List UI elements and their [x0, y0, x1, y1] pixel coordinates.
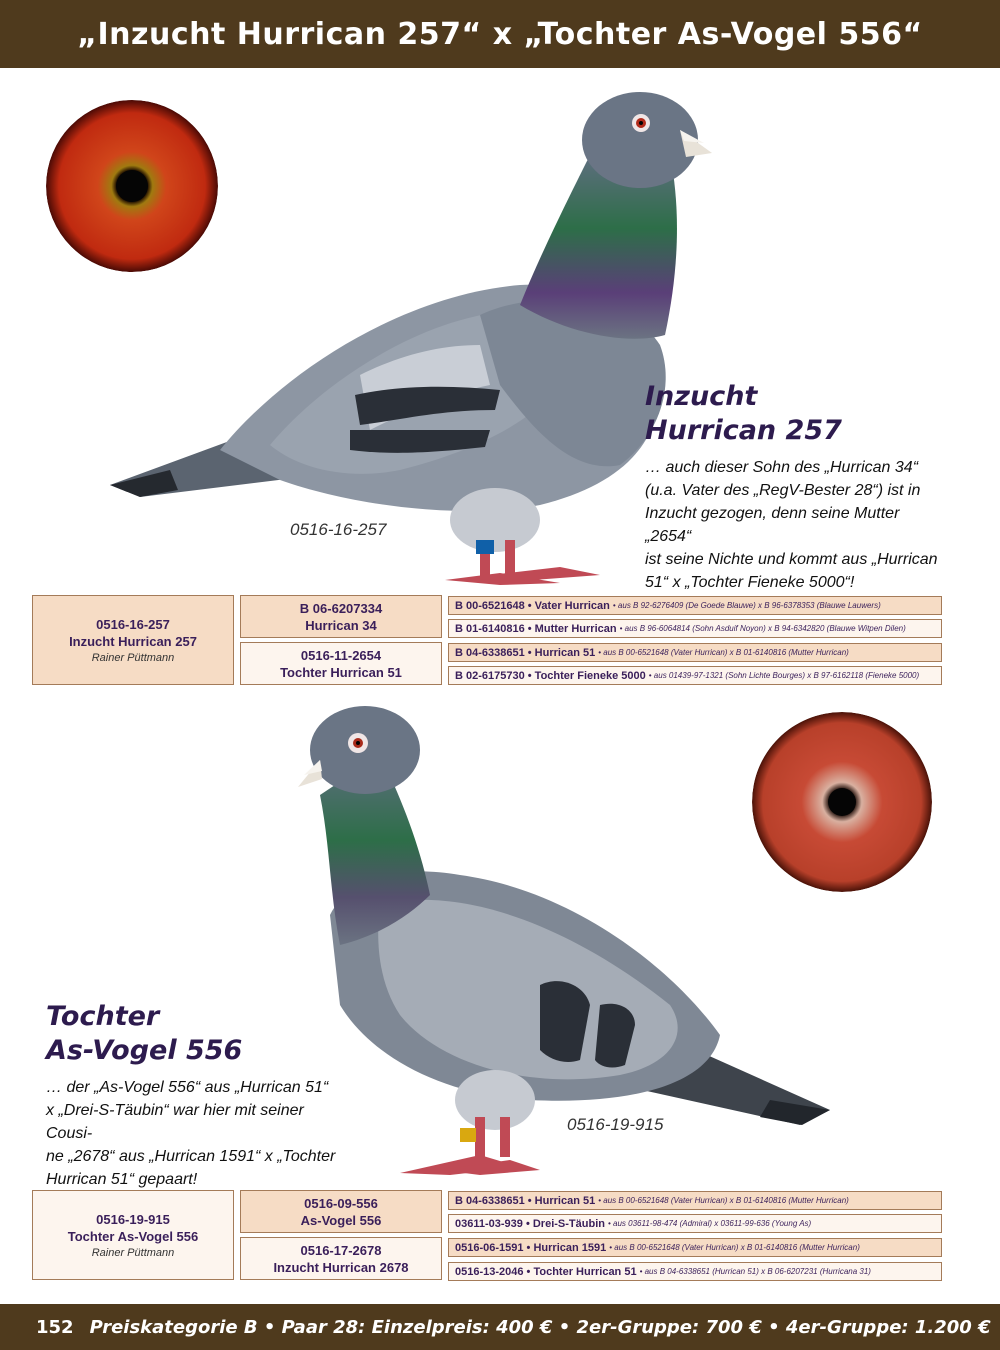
grandparent-id: B 00-6521648 • Vater Hurrican: [455, 599, 610, 612]
bird1-breeder: Rainer Püttmann: [91, 652, 175, 664]
pigeon-photo-2: [290, 705, 850, 1185]
bird2-main-name: Tochter As-Vogel 556: [67, 1229, 199, 1244]
grandparent-id: 0516-06-1591 • Hurrican 1591: [455, 1241, 607, 1254]
grandparent-parents: • aus 03611-98-474 (Admiral) x 03611-99-636 (Young As): [607, 1219, 812, 1228]
bird2-title-line2: As-Vogel 556: [46, 1035, 243, 1066]
bird2-main-box: [32, 1190, 234, 1280]
bird1-text-line: … auch dieser Sohn des „Hurrican 34“: [645, 459, 919, 476]
grandparent-parents: • aus B 00-6521648 (Vater Hurrican) x B 01-6140816 (Mutter Hurrican): [598, 1196, 849, 1205]
grandparent-parents: • aus B 00-6521648 (Vater Hurrican) x B 01-6140816 (Mutter Hurrican): [598, 648, 849, 657]
footer-bar: [0, 1304, 1000, 1350]
bird2-description: [46, 1076, 346, 1191]
grandparent-id: 0516-13-2046 • Tochter Hurrican 51: [455, 1265, 637, 1278]
bird2-mother-id: 0516-17-2678: [300, 1242, 382, 1258]
bird1-grandparent: [448, 643, 942, 662]
bird1-title-line2: Hurrican 257: [645, 415, 842, 446]
bird1-mother-id: 0516-11-2654: [300, 647, 382, 663]
bird1-mother-name: Tochter Hurrican 51: [280, 664, 402, 680]
pigeon-photo-1: [100, 85, 720, 590]
bird1-father-name: Hurrican 34: [305, 617, 377, 633]
bird1-description: [645, 456, 945, 594]
bird2-title-line1: Tochter: [46, 1001, 160, 1032]
bird2-grandparent: [448, 1262, 942, 1281]
bird1-title: [645, 380, 842, 448]
bird1-title-line1: Inzucht: [645, 381, 758, 412]
bird1-mother-box: [240, 642, 442, 685]
grandparent-parents: • aus B 04-6338651 (Hurrican 51) x B 06-6207231 (Hurricana 31): [639, 1267, 871, 1276]
bird1-main-name: Inzucht Hurrican 257: [69, 634, 197, 649]
bird1-father-box: [240, 595, 442, 638]
bird2-mother-name: Inzucht Hurrican 2678: [273, 1259, 409, 1275]
bird2-text-line: … der „As-Vogel 556“ aus „Hurrican 51“: [46, 1079, 329, 1096]
bird1-grandparent: [448, 596, 942, 615]
bird1-ring-caption: 0516-16-257: [290, 520, 387, 539]
bird1-main-box: [32, 595, 234, 685]
grandparent-parents: • aus B 00-6521648 (Vater Hurrican) x B 01-6140816 (Mutter Hurrican): [609, 1243, 860, 1252]
grandparent-id: B 04-6338651 • Hurrican 51: [455, 646, 596, 659]
bird1-text-line: 51“ x „Tochter Fieneke 5000“!: [645, 574, 855, 591]
bird1-text-line: ist seine Nichte und kommt aus „Hurrican: [645, 551, 938, 568]
bird2-ring-caption: 0516-19-915: [567, 1115, 664, 1134]
bird2-text-line: Hurrican 51“ gepaart!: [46, 1171, 198, 1188]
bird2-mother-box: [240, 1237, 442, 1280]
bird1-main-id: 0516-16-257: [96, 617, 170, 632]
bird2-text-line: ne „2678“ aus „Hurrican 1591“ x „Tochter: [46, 1148, 336, 1165]
bird2-father-name: As-Vogel 556: [300, 1212, 382, 1228]
page-title: „Inzucht Hurrican 257“ x „Tochter As-Vogel 556“: [77, 16, 923, 52]
bird2-title: [46, 1000, 242, 1068]
grandparent-id: B 01-6140816 • Mutter Hurrican: [455, 622, 617, 635]
bird2-breeder: Rainer Püttmann: [91, 1247, 175, 1259]
bird2-grandparent: [448, 1191, 942, 1210]
bird1-grandparent: [448, 619, 942, 638]
bird2-father-id: 0516-09-556: [304, 1195, 378, 1211]
bird1-father-id: B 06-6207334: [299, 600, 383, 616]
grandparent-id: 03611-03-939 • Drei-S-Täubin: [455, 1217, 605, 1230]
page-number: 152: [36, 1316, 74, 1338]
grandparent-id: B 04-6338651 • Hurrican 51: [455, 1194, 596, 1207]
grandparent-parents: • aus 01439-97-1321 (Sohn Lichte Bourges) x B 97-6162118 (Fieneke 5000): [648, 671, 920, 680]
bird2-text-line: x „Drei-S-Täubin“ war hier mit seiner Cousi-: [46, 1102, 304, 1142]
bird2-main-id: 0516-19-915: [96, 1212, 170, 1227]
bird1-text-line: Inzucht gezogen, denn seine Mutter „2654“: [645, 505, 900, 545]
header-bar: [0, 0, 1000, 68]
grandparent-parents: • aus B 92-6276409 (De Goede Blauwe) x B 96-6378353 (Blauwe Lauwers): [612, 601, 881, 610]
grandparent-id: B 02-6175730 • Tochter Fieneke 5000: [455, 669, 646, 682]
price-info: Preiskategorie B • Paar 28: Einzelpreis: 400 € • 2er-Gruppe: 700 € • 4er-Gruppe: 1.200 €: [89, 1316, 991, 1338]
bird2-father-box: [240, 1190, 442, 1233]
bird2-grandparent: [448, 1214, 942, 1233]
bird1-grandparent: [448, 666, 942, 685]
grandparent-parents: • aus B 96-6064814 (Sohn Asduif Noyon) x B 94-6342820 (Blauwe Witpen Dilen): [619, 624, 906, 633]
bird1-text-line: (u.a. Vater des „RegV-Bester 28“) ist in: [645, 482, 921, 499]
bird2-grandparent: [448, 1238, 942, 1257]
